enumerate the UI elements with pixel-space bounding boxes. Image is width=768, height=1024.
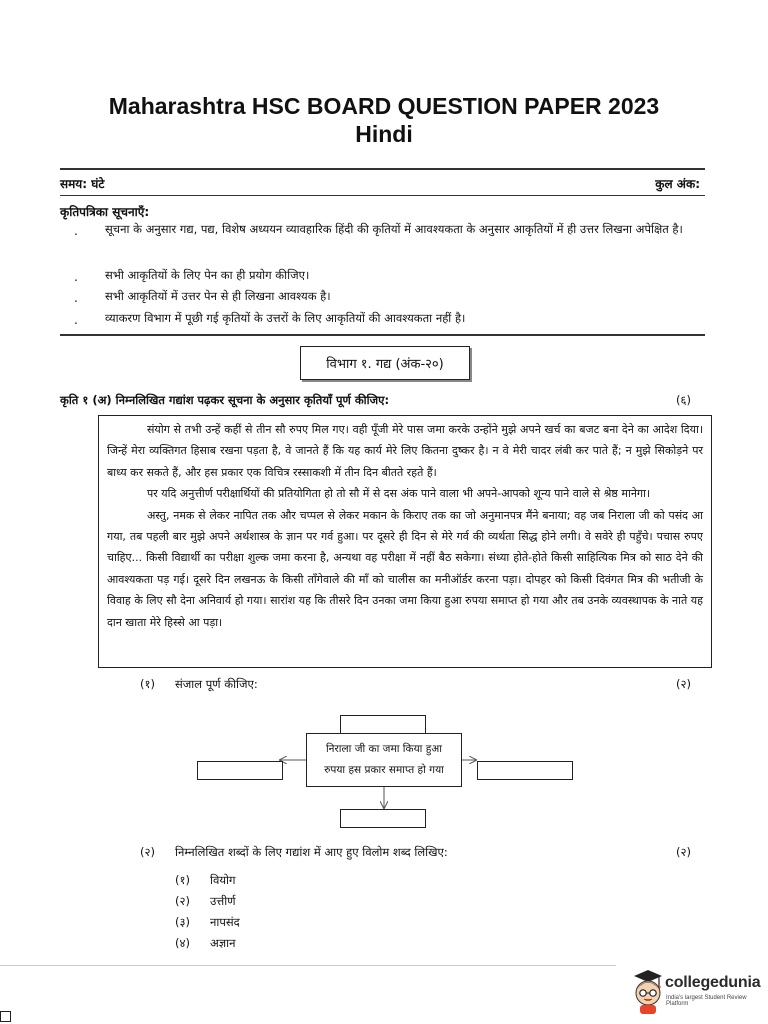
- bullet: .: [74, 224, 78, 238]
- corner-marker: [0, 1011, 11, 1022]
- brand-name: collegedunia: [665, 974, 761, 991]
- bullet: .: [74, 291, 78, 305]
- bullet: .: [74, 313, 78, 327]
- center-text-line: रुपया हस प्रकार समाप्त हो गया: [324, 764, 444, 776]
- section-heading: [300, 346, 470, 380]
- option-number: (२): [175, 894, 190, 908]
- subq-1-marks: (२): [676, 677, 691, 691]
- option-word: अज्ञान: [210, 936, 236, 950]
- time-label: समय: घंटे: [60, 177, 105, 191]
- instruction-item: सभी आकृतियों के लिए पेन का ही प्रयोग कीजिए।: [105, 268, 310, 282]
- page-title: Maharashtra HSC BOARD QUESTION PAPER 2023: [108, 93, 660, 119]
- passage-paragraph: अस्तु, नमक से लेकर नापित तक और चप्पल से लेकर मकान के किराए तक का जो अनुमानपत्र मैंने बनाया; वह जब निराला जी को पसंद आ गया, तब पहली बार मुझे अपने अर्थशास्त्र के ज्ञान पर गर्व हुआ। पर दूसरे ही दिन से मेरे गर्व की व्यर्थता सिद्ध होने लगी। वे सवेरे ही पहुँचे। पचास रुपए चाहिए... किसी विद्यार्थी का परीक्षा शुल्क जमा करना है, अन्यथा वह परीक्षा में नहीं बैठ सकेगा। संध्या होते-होते किसी साहित्यिक मित्र को साठ देने की आवश्यकता पड़ गई। दूसरे दिन लखनऊ के किसी ताँगेवाले की माँ को चालीस का मनीऑर्डर करना पड़ा। दोपहर को किसी दिवंगत मित्र की भतीजी के विवाह के लिए सौ देना अनिवार्य हो गया। सारांश यह कि तीसरे दिन उनका जमा किया हुआ रुपया समाप्त हो गया और तब उनके व्यवस्थापक के नाते यह दान खाता मेरे हिस्से आ पड़ा।: [107, 508, 703, 629]
- answer-box-right[interactable]: [477, 761, 573, 780]
- bullet: .: [74, 270, 78, 284]
- total-marks-label: कुल अंक:: [655, 177, 700, 191]
- section-label: विभाग १. गद्य (अंक-२०): [326, 357, 444, 372]
- diagram-center-box: [306, 733, 462, 787]
- divider-top: [60, 168, 705, 170]
- page-subtitle: Hindi: [355, 121, 413, 147]
- divider-instructions: [60, 334, 705, 336]
- subq-2-label: निम्नलिखित शब्दों के लिए गद्यांश में आए हुए विलोम शब्द लिखिए:: [175, 845, 448, 859]
- passage-paragraph: पर यदि अनुत्तीर्ण परीक्षार्थियों की प्रतियोगिता हो तो सौ में से दस अंक पाने वाला भी अपने-आपको शून्य पाने वाले से श्रेष्ठ मानेगा।: [147, 487, 651, 501]
- question-1-label: कृति १ (अ) निम्नलिखित गद्यांश पढ़कर सूचना के अनुसार कृतियाँ पूर्ण कीजिए:: [60, 393, 390, 407]
- answer-box-left[interactable]: [197, 761, 283, 780]
- web-diagram: [190, 712, 580, 832]
- instructions-heading: कृतिपत्रिका सूचनाएँ:: [60, 205, 150, 219]
- center-text-line: निराला जी का जमा किया हुआ: [325, 743, 443, 755]
- brand-tagline: India's largest Student Review Platform: [666, 995, 747, 1007]
- instruction-item: सभी आकृतियों में उत्तर पेन से ही लिखना आवश्यक है।: [105, 289, 331, 303]
- instruction-item: सूचना के अनुसार गद्य, पद्य, विशेष अध्ययन व्यावहारिक हिंदी की कृतियों में आवश्यकता के अनुसार आकृतियों में ही उत्तर लिखना अपेक्षित है।: [105, 222, 683, 236]
- footer-divider: [0, 965, 616, 966]
- question-1-marks: (६): [676, 393, 691, 407]
- divider-meta: [60, 195, 705, 196]
- passage-box: [98, 415, 712, 668]
- subq-1-number: (१): [140, 677, 155, 691]
- instruction-item: व्याकरण विभाग में पूछी गई कृतियों के उत्तरों के लिए आकृतियों की आवश्यकता नहीं है।: [105, 311, 466, 325]
- option-number: (१): [175, 873, 190, 887]
- option-word: उत्तीर्ण: [210, 894, 236, 908]
- mascot-logo-icon: [628, 966, 668, 1016]
- answer-box-top[interactable]: [340, 715, 426, 734]
- option-word: नापसंद: [210, 915, 240, 929]
- passage-paragraph: संयोग से तभी उन्हें कहीं से तीन सौ रुपए मिल गए। वही पूँजी मेरे पास जमा करके उन्होंने मुझे अपने खर्च का बजट बना देने का आदेश दिया। जिन्हें मेरा व्यक्तिगत हिसाब रखना पड़ता है, वे जानते हैं कि यह कार्य मेरे लिए कितना दुष्कर है। न वे मेरी चादर लंबी कर पाते हैं; न मुझे सिकोड़ने पर बाध्य कर सकते हैं, और हस प्रकार एक विचित्र रस्साकशी में तीन दिन बीतते रहते हैं।: [107, 423, 703, 479]
- answer-box-bottom[interactable]: [340, 809, 426, 828]
- subq-1-label: संजाल पूर्ण कीजिए:: [175, 677, 258, 691]
- subq-2-marks: (२): [676, 845, 691, 859]
- option-word: वियोग: [210, 873, 236, 887]
- option-number: (४): [175, 936, 190, 950]
- option-number: (३): [175, 915, 190, 929]
- subq-2-number: (२): [140, 845, 155, 859]
